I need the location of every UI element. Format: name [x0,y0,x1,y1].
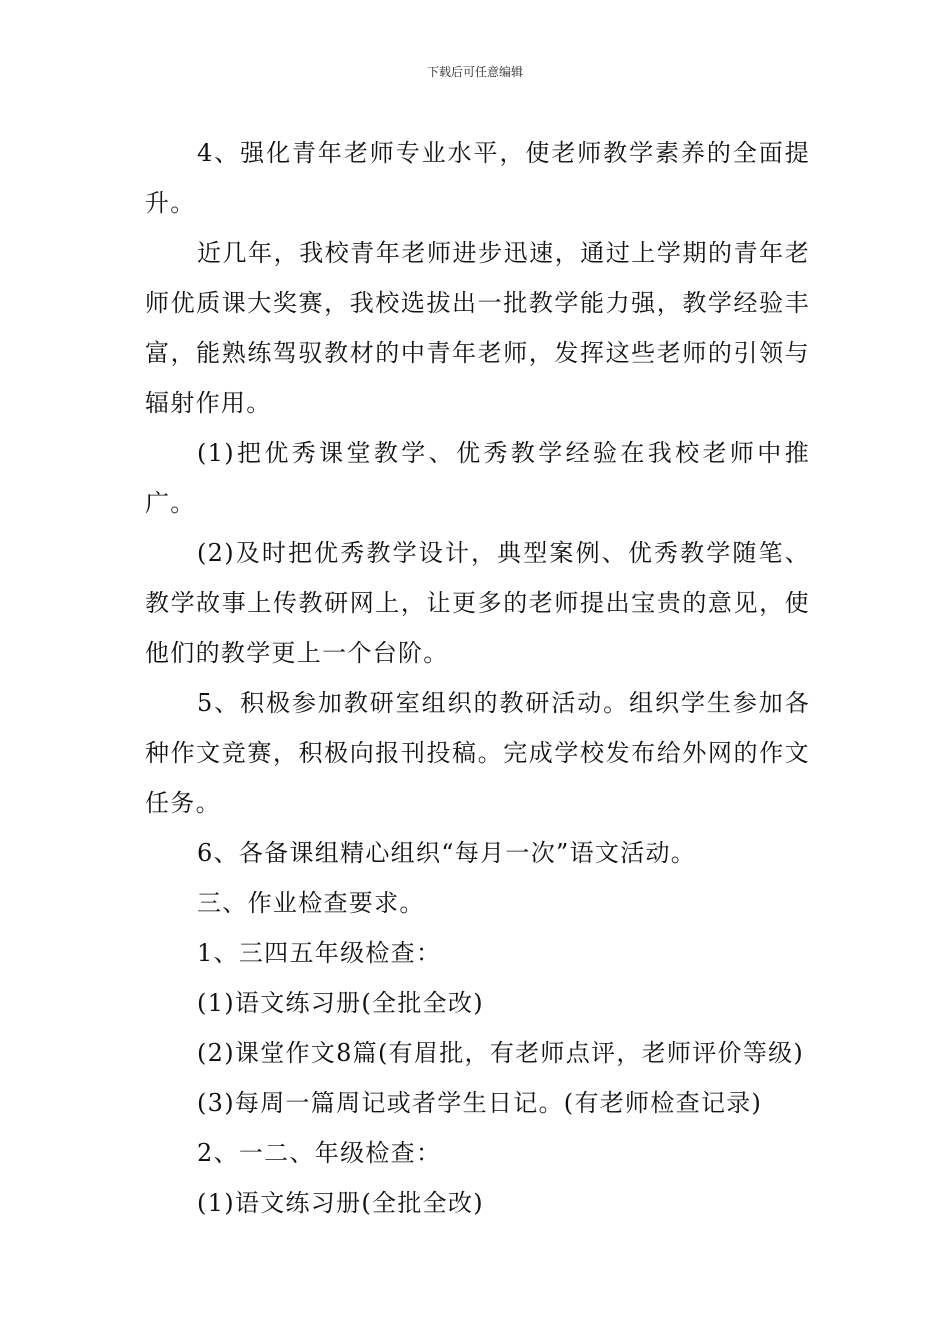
page-header [0,64,950,80]
paragraph-grade-12-check: 2、一二、年级检查： [197,1139,442,1167]
header-note: 下载后可任意编辑 [426,65,523,79]
paragraph-young-teachers: 近几年，我校青年老师进步迅速，通过上学期的青年老师优质课大奖赛，我校选拔出一批教学能力强，教学经验丰富，能熟练驾驭教材的中青年老师，发挥这些老师的引领与辐射作用。 [145,239,810,417]
document-body [145,128,810,1228]
paragraph-item-6: 6、各备课组精心组织“每月一次”语文活动。 [197,839,697,867]
paragraph-item-5: 5、积极参加教研室组织的教研活动。组织学生参加各种作文竞赛，积极向报刊投稿。完成学校发布给外网的作文任务。 [145,689,810,817]
paragraph-subitem-2: (2)及时把优秀教学设计，典型案例、优秀教学随笔、教学故事上传教研网上，让更多的老师提出宝贵的意见，使他们的教学更上一个台阶。 [145,539,810,667]
paragraph-grade-345-check: 1、三四五年级检查： [197,939,442,967]
paragraph-weekly-journal: (3)每周一篇周记或者学生日记。(有老师检查记录) [197,1089,763,1117]
paragraph-item-4: 4、强化青年老师专业水平，使老师教学素养的全面提升。 [145,139,810,217]
paragraph-essays: (2)课堂作文8篇(有眉批，有老师点评，老师评价等级) [197,1039,805,1067]
paragraph-workbook-2: (1)语文练习册(全批全改) [197,1189,484,1217]
paragraph-subitem-1: (1)把优秀课堂教学、优秀教学经验在我校老师中推广。 [145,439,810,517]
paragraph-workbook-1: (1)语文练习册(全批全改) [197,989,484,1017]
section-heading-3: 三、作业检查要求。 [197,889,425,917]
